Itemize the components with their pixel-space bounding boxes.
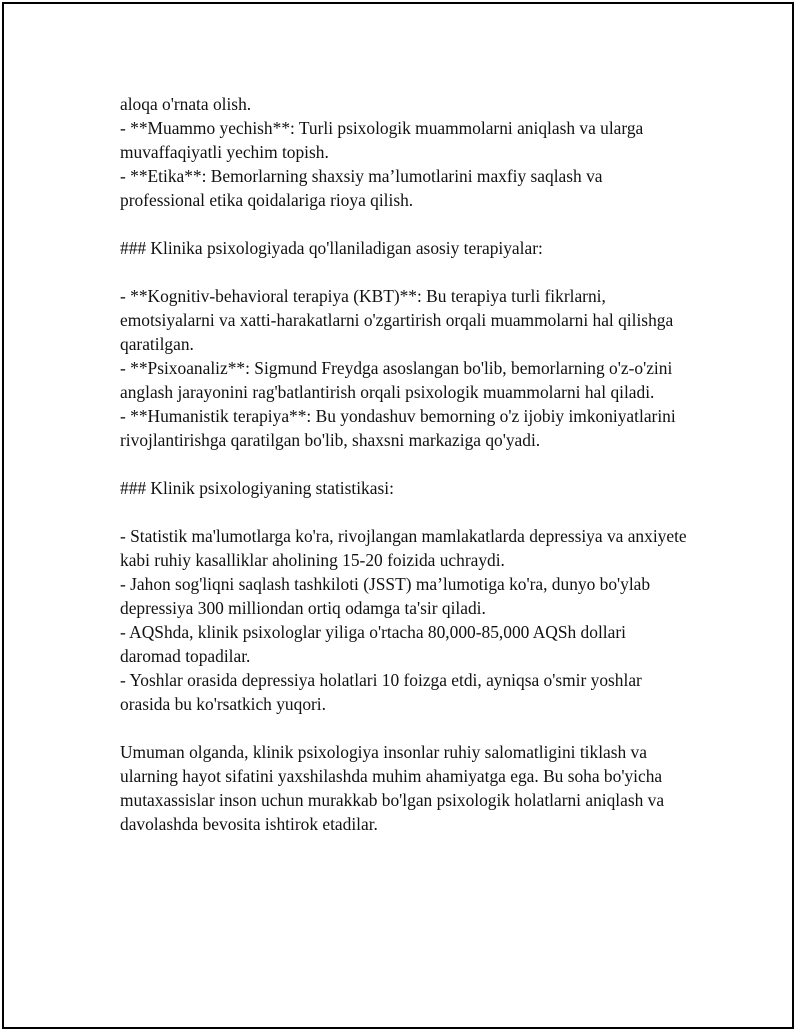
statistics-item: - Statistik ma'lumotlarga ko'ra, rivojlangan mamlakatlarda depressiya va anxiyete kabi ruhiy kasalliklar aholining 15-20 foizida uchraydi.: [120, 526, 687, 570]
therapy-item-psychoanalysis: - **Psixoanaliz**: Sigmund Freydga asoslangan bo'lib, bemorlarning o'z-o'zini anglash jarayonini rag'batlantirish orqali psixologik muammolarni hal qiladi.: [120, 358, 673, 402]
blank-line: [120, 716, 690, 740]
therapies-heading: ### Klinika psixologiyada qo'llaniladigan asosiy terapiyalar:: [120, 238, 543, 258]
blank-line: [120, 212, 690, 236]
statistics-item: - Yoshlar orasida depressiya holatlari 10 foizga etdi, ayniqsa o'smir yoshlar orasida bu ko'rsatkich yuqori.: [120, 670, 642, 714]
conclusion-paragraph: Umuman olganda, klinik psixologiya insonlar ruhiy salomatligini tiklash va ularning hayot sifatini yaxshilashda muhim ahamiyatga ega. Bu soha bo'yicha mutaxassislar inson uchun murakkab bo'lgan psixologik holatlarni aniqlash va davolashda bevosita ishtirok etadilar.: [120, 742, 665, 834]
blank-line: [120, 260, 690, 284]
therapy-item-cbt: - **Kognitiv-behavioral terapiya (KBT)**: Bu terapiya turli fikrlarni, emotsiyalarni va xatti-harakatlarni o'zgartirish orqali muammolarni hal qilishga qaratilgan.: [120, 286, 674, 354]
statistics-heading: ### Klinik psixologiyaning statistikasi:: [120, 478, 394, 498]
blank-line: [120, 500, 690, 524]
intro-line: aloqa o'rnata olish.: [120, 94, 252, 114]
document-body: [120, 92, 690, 836]
statistics-item: - Jahon sog'liqni saqlash tashkiloti (JSST) ma’lumotiga ko'ra, dunyo bo'ylab depressiya 300 milliondan ortiq odamga ta'sir qiladi.: [120, 574, 651, 618]
skill-item-ethics: - **Etika**: Bemorlarning shaxsiy ma’lumotlarini maxfiy saqlash va professional etika qoidalariga rioya qilish.: [120, 166, 603, 210]
document-page: [2, 2, 794, 1029]
blank-line: [120, 452, 690, 476]
statistics-item: - AQShda, klinik psixologlar yiliga o'rtacha 80,000-85,000 AQSh dollari daromad topadilar.: [120, 622, 626, 666]
therapy-item-humanistic: - **Humanistik terapiya**: Bu yondashuv bemorning o'z ijobiy imkoniyatlarini rivojlantirishga qaratilgan bo'lib, shaxsni markaziga qo'yadi.: [120, 406, 676, 450]
skill-item-problem-solving: - **Muammo yechish**: Turli psixologik muammolarni aniqlash va ularga muvaffaqiyatli yechim topish.: [120, 118, 644, 162]
